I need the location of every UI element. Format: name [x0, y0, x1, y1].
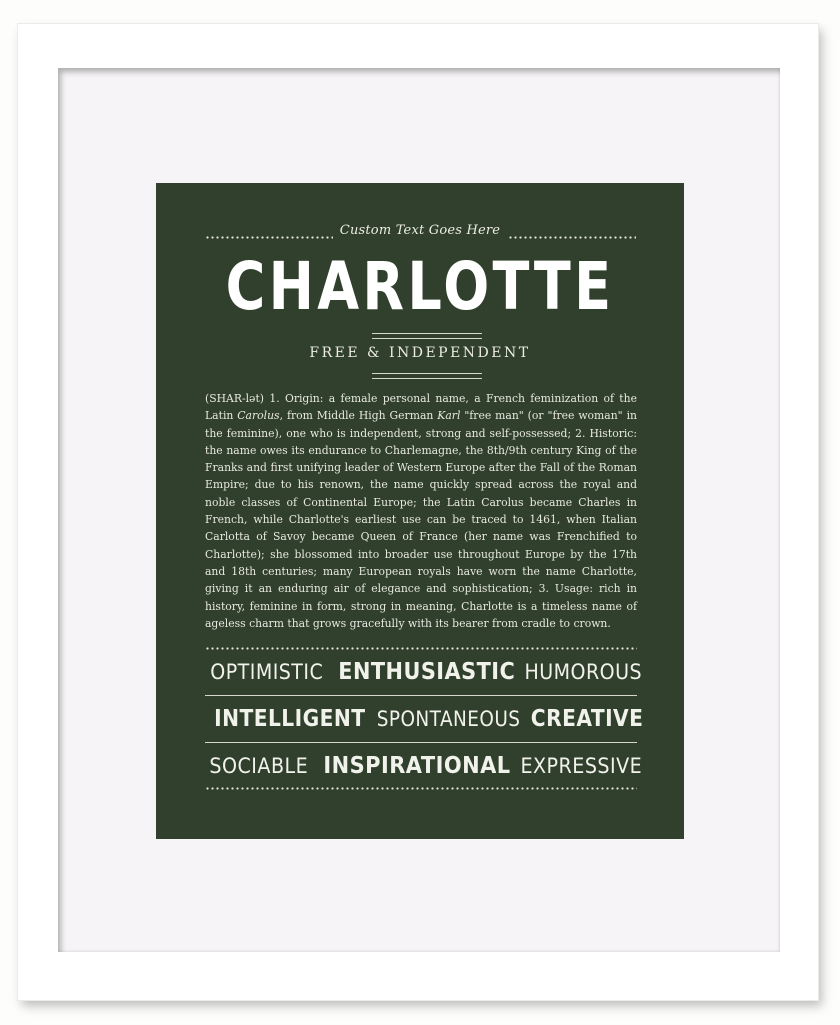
rule-top-2: [372, 338, 482, 339]
definition-part: "free man" (or "free woman" in the feminine), one who is independent, strong and self-possessed; 2. Historic: the name owes its endurance to Charlemagne, the 8th/9th century King of the Franks and first unifying leader of Western Europe after the Fall of the Roman Empire; due to his renown, the name quickly spread across the royal and noble classes of Continental Europe; the Latin Carolus became Charles in French, while Charlotte's earliest use can be traced to 1461, when Italian Carlotta of Savoy became Queen of France (her name was Frenchified to Charlotte); she blossomed into broader use throughout Europe by the 17th and 18th centuries; many European royals have worn the name Charlotte, giving it an enduring air of elegance and sophistication; 3. Usage: rich in history, feminine in form, strong in meaning, Charlotte is a timeless name of ageless charm that grows gracefully with its bearer from cradle to crown.: [205, 409, 637, 630]
trait-word: SPONTANEOUS: [376, 707, 521, 731]
trait-word: CREATIVE: [531, 706, 644, 732]
trait-word: OPTIMISTIC: [210, 660, 324, 684]
trait-row-1: [205, 654, 643, 690]
definition-paragraph: [205, 390, 637, 632]
mat-board: [58, 68, 780, 952]
trait-separator-1: [205, 695, 637, 696]
rule-top-1: [372, 333, 482, 334]
trait-word: INTELLIGENT: [214, 706, 366, 732]
rule-bottom-2: [372, 378, 482, 379]
trait-row-3: [205, 748, 643, 784]
definition-emphasis: Karl: [437, 409, 461, 423]
dotted-divider-traits-top: [205, 647, 637, 650]
trait-word: ENTHUSIASTIC: [338, 659, 516, 685]
definition-part: (SHAR-lət) 1. Origin: a female personal name, a French feminization of the Latin: [205, 392, 637, 423]
definition-part: , from Middle High German: [279, 409, 438, 423]
picture-frame: [18, 24, 818, 1000]
print-name: [156, 247, 684, 327]
print-subtitle: FREE & INDEPENDENT: [309, 345, 531, 361]
rule-bottom-1: [372, 373, 482, 374]
definition-emphasis: Carolus: [237, 409, 280, 423]
dotted-divider-traits-bottom: [205, 787, 637, 790]
trait-word: INSPIRATIONAL: [323, 753, 511, 779]
name-print: [156, 183, 684, 839]
trait-word: EXPRESSIVE: [520, 754, 643, 778]
print-name-text: CHARLOTTE: [225, 248, 615, 325]
trait-row-2: [205, 701, 644, 737]
trait-separator-2: [205, 742, 637, 743]
trait-word: HUMOROUS: [524, 660, 643, 684]
custom-text: Custom Text Goes Here: [339, 223, 501, 238]
trait-word: SOCIABLE: [209, 754, 309, 778]
